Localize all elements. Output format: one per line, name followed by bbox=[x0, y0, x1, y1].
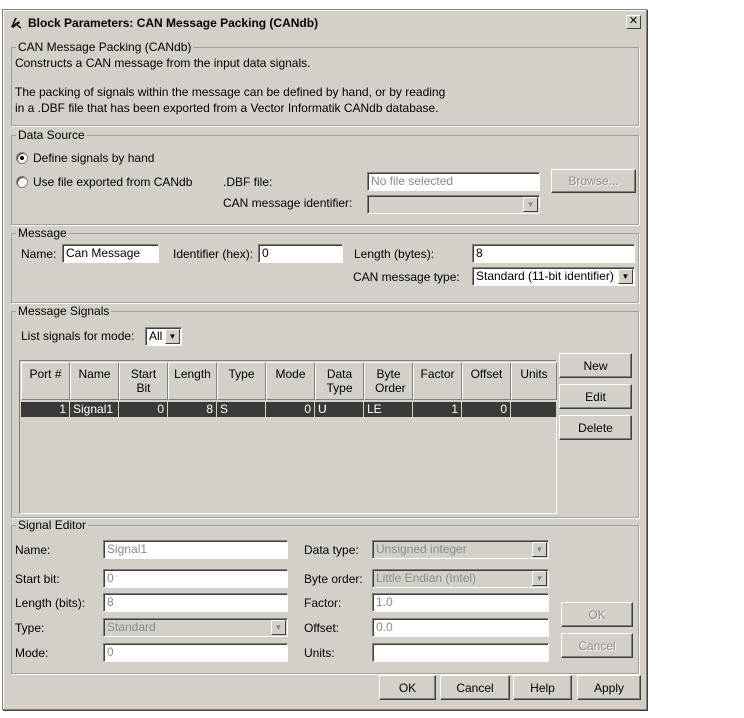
can-message-identifier-select[interactable] bbox=[367, 195, 540, 214]
column-header-port[interactable]: Port # bbox=[21, 362, 70, 400]
use-file-label[interactable]: Use file exported from CANdb bbox=[33, 175, 193, 189]
message-name-field[interactable]: Can Message bbox=[62, 244, 159, 263]
column-header-name[interactable]: Name bbox=[70, 362, 119, 400]
units-field[interactable] bbox=[372, 643, 549, 662]
simulink-block-icon bbox=[8, 15, 24, 31]
data-type-value: Unsigned integer bbox=[376, 542, 467, 556]
data-source-legend: Data Source bbox=[18, 128, 85, 142]
title-bar[interactable] bbox=[5, 12, 644, 33]
signal-type-select[interactable] bbox=[103, 618, 288, 637]
length-bytes-field[interactable]: 8 bbox=[472, 244, 635, 263]
help-button[interactable]: Help bbox=[513, 675, 572, 700]
cell-byte-order[interactable]: LE bbox=[364, 401, 413, 418]
column-header-length[interactable]: Length bbox=[168, 362, 217, 400]
signal-editor-legend: Signal Editor bbox=[18, 518, 87, 532]
define-by-hand-label[interactable]: Define signals by hand bbox=[33, 151, 155, 165]
offset-label: Offset: bbox=[304, 621, 340, 635]
message-group bbox=[11, 226, 639, 303]
close-icon: ✕ bbox=[628, 15, 639, 27]
cell-mode[interactable]: 0 bbox=[266, 401, 315, 418]
column-header-byte-order[interactable]: Byte Order bbox=[364, 362, 413, 400]
chevron-down-icon[interactable]: ▼ bbox=[618, 269, 633, 284]
list-mode-value: All bbox=[149, 329, 163, 343]
signal-name-field[interactable]: Signal1 bbox=[103, 540, 288, 559]
column-header-units[interactable]: Units bbox=[511, 362, 557, 400]
window-title: Block Parameters: CAN Message Packing (CANdb) bbox=[28, 15, 319, 30]
list-mode-select[interactable] bbox=[145, 327, 182, 346]
delete-signal-button[interactable]: Delete bbox=[559, 415, 632, 440]
signal-name-label: Name: bbox=[15, 543, 51, 557]
cancel-button[interactable]: Cancel bbox=[440, 675, 510, 700]
cell-length[interactable]: 8 bbox=[168, 401, 217, 418]
chevron-down-icon[interactable]: ▼ bbox=[271, 620, 286, 635]
can-message-type-select[interactable] bbox=[472, 267, 635, 286]
cell-data-type[interactable]: U bbox=[315, 401, 364, 418]
signal-mode-label: Mode: bbox=[15, 646, 49, 660]
data-type-label: Data type: bbox=[304, 543, 359, 557]
list-mode-label: List signals for mode: bbox=[21, 329, 135, 343]
factor-label: Factor: bbox=[304, 596, 342, 610]
byte-order-value: Little Endian (Intel) bbox=[376, 571, 477, 585]
cell-type[interactable]: S bbox=[217, 401, 266, 418]
length-bits-label: Length (bits): bbox=[15, 596, 86, 610]
cell-port[interactable]: 1 bbox=[21, 401, 70, 418]
offset-field[interactable]: 0.0 bbox=[372, 618, 549, 637]
length-bytes-label: Length (bytes): bbox=[354, 247, 435, 261]
factor-field[interactable]: 1.0 bbox=[372, 593, 549, 612]
chevron-down-icon[interactable]: ▼ bbox=[523, 197, 538, 212]
dbf-file-label: .DBF file: bbox=[223, 175, 273, 189]
info-legend: CAN Message Packing (CANdb) bbox=[18, 40, 192, 54]
message-legend: Message bbox=[18, 226, 67, 240]
close-button[interactable] bbox=[626, 15, 641, 29]
column-header-data-type[interactable]: Data Type bbox=[315, 362, 364, 400]
identifier-field[interactable]: 0 bbox=[258, 244, 343, 263]
define-by-hand-radio[interactable] bbox=[16, 152, 28, 164]
browse-button[interactable]: Browse... bbox=[551, 169, 636, 193]
signals-table-header bbox=[21, 362, 557, 400]
table-row[interactable] bbox=[21, 401, 557, 418]
info-description-1: Constructs a CAN message from the input data signals. bbox=[15, 56, 311, 70]
signal-mode-field[interactable]: 0 bbox=[103, 643, 288, 662]
units-label: Units: bbox=[304, 646, 335, 660]
dialog-window bbox=[2, 9, 647, 710]
edit-signal-button[interactable]: Edit bbox=[559, 384, 632, 409]
signal-type-label: Type: bbox=[15, 621, 45, 635]
cell-units[interactable] bbox=[511, 401, 557, 418]
byte-order-label: Byte order: bbox=[304, 572, 363, 586]
column-header-start-bit[interactable]: Start Bit bbox=[119, 362, 168, 400]
signals-table[interactable] bbox=[19, 360, 557, 514]
chevron-down-icon[interactable]: ▼ bbox=[532, 571, 547, 586]
cell-factor[interactable]: 1 bbox=[413, 401, 462, 418]
start-bit-label: Start bit: bbox=[15, 572, 60, 586]
column-header-offset[interactable]: Offset bbox=[462, 362, 511, 400]
signal-type-value: Standard bbox=[107, 620, 156, 634]
cell-start-bit[interactable]: 0 bbox=[119, 401, 168, 418]
can-message-type-label: CAN message type: bbox=[353, 270, 460, 284]
message-name-label: Name: bbox=[21, 247, 57, 261]
length-bits-field[interactable]: 8 bbox=[103, 593, 288, 612]
info-description-3: in a .DBF file that has been exported from a Vector Informatik CANdb database. bbox=[15, 101, 439, 115]
use-file-radio[interactable] bbox=[16, 176, 28, 188]
can-message-identifier-label: CAN message identifier: bbox=[223, 196, 353, 210]
radio-selected-dot bbox=[20, 156, 24, 160]
column-header-factor[interactable]: Factor bbox=[413, 362, 462, 400]
data-type-select[interactable] bbox=[372, 540, 549, 559]
dbf-file-field[interactable]: No file selected bbox=[367, 172, 540, 191]
ok-button[interactable]: OK bbox=[379, 675, 436, 700]
identifier-label: Identifier (hex): bbox=[173, 247, 254, 261]
chevron-down-icon[interactable]: ▼ bbox=[165, 329, 180, 344]
byte-order-select[interactable] bbox=[372, 569, 549, 588]
new-signal-button[interactable]: New bbox=[559, 353, 632, 378]
info-description-2: The packing of signals within the message can be defined by hand, or by reading bbox=[15, 85, 446, 99]
can-message-type-value: Standard (11-bit identifier) bbox=[476, 269, 614, 283]
editor-cancel-button[interactable]: Cancel bbox=[561, 633, 633, 658]
chevron-down-icon[interactable]: ▼ bbox=[532, 542, 547, 557]
apply-button[interactable]: Apply bbox=[577, 675, 641, 700]
start-bit-field[interactable]: 0 bbox=[103, 569, 288, 588]
cell-offset[interactable]: 0 bbox=[462, 401, 511, 418]
cell-name[interactable]: Signal1 bbox=[70, 401, 119, 418]
column-header-mode[interactable]: Mode bbox=[266, 362, 315, 400]
message-signals-legend: Message Signals bbox=[18, 304, 110, 318]
editor-ok-button[interactable]: OK bbox=[561, 602, 633, 627]
column-header-type[interactable]: Type bbox=[217, 362, 266, 400]
